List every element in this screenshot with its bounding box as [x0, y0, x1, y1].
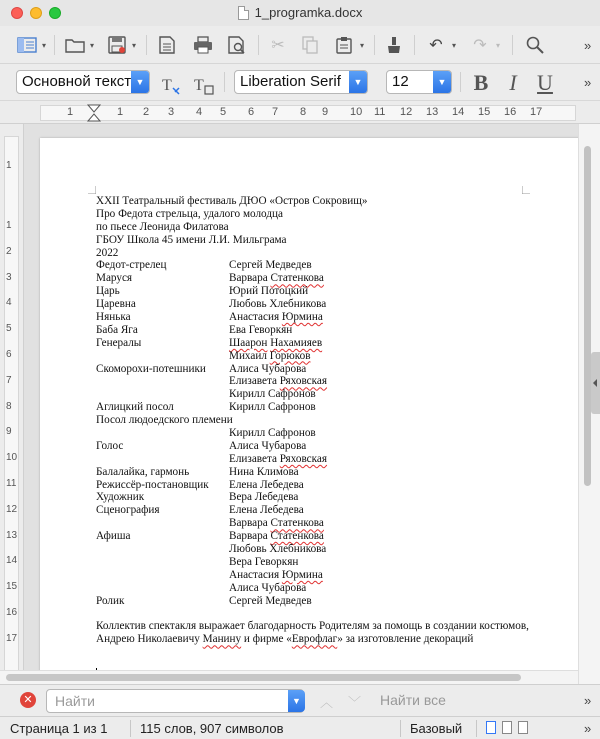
chevron-up-icon[interactable]: ︿	[320, 695, 334, 710]
ruler-number: 9	[6, 426, 12, 438]
cast-row[interactable]	[96, 414, 529, 427]
cast-actor: Кирилл Сафронов	[229, 427, 316, 440]
cast-actor: Михаил Горюков	[229, 349, 311, 362]
page-style[interactable]: Базовый	[410, 721, 463, 736]
toolbar-divider	[512, 35, 513, 55]
formatting-toolbar	[0, 64, 600, 100]
ruler-number: 3	[168, 106, 175, 118]
cast-actor: Алиса Чубарова	[229, 439, 307, 452]
cast-row[interactable]	[96, 272, 529, 285]
ruler-number: 1	[117, 106, 124, 118]
window-title	[238, 5, 363, 20]
ruler-number: 12	[400, 106, 413, 118]
cast-row[interactable]	[96, 517, 529, 530]
save-icon[interactable]	[104, 33, 130, 57]
scrollbar-thumb[interactable]	[6, 674, 521, 681]
scrollbar-thumb[interactable]	[584, 146, 591, 486]
spellcheck-mark[interactable]: Юрмина	[281, 311, 323, 324]
header-line[interactable]	[96, 208, 529, 221]
cast-row[interactable]	[96, 285, 529, 298]
ruler-number: 8	[6, 400, 12, 412]
cast-role: Балалайка, гармонь	[96, 465, 190, 478]
cast-actor: Любовь Хлебникова	[229, 298, 327, 311]
ruler-number: 17	[6, 632, 18, 644]
cast-actor: Вера Лебедева	[229, 491, 299, 504]
spellcheck-mark[interactable]: Шаарон	[229, 336, 268, 349]
cast-row[interactable]	[96, 491, 529, 504]
cast-row[interactable]	[96, 375, 529, 388]
horizontal-scrollbar[interactable]	[0, 670, 578, 684]
ruler-number: 2	[6, 245, 12, 257]
cast-actor: Вера Геворкян	[229, 555, 299, 568]
cast-role: Голос	[96, 439, 124, 452]
ruler-number: 2	[143, 106, 150, 118]
ruler-number: 13	[6, 529, 18, 541]
ruler-number: 10	[350, 106, 363, 118]
redo-icon[interactable]: ↷	[473, 37, 487, 54]
spellcheck-mark[interactable]: Юрмина	[281, 568, 323, 581]
sidebar-icon[interactable]	[14, 33, 40, 57]
header-text: XXII Театральный фестиваль ДЮО «Остров Сокровищ»	[96, 195, 368, 207]
cast-role: Сценография	[96, 504, 160, 517]
ruler-number: 11	[374, 106, 386, 118]
font-name-value: Liberation Serif	[240, 73, 341, 90]
clone-formatting-icon[interactable]	[382, 33, 406, 57]
spellcheck-mark[interactable]: Статенкова	[270, 272, 324, 285]
cast-actor: Кирилл Сафронов	[229, 388, 316, 401]
ruler-number: 3	[6, 271, 12, 283]
undo-icon[interactable]: ↶	[429, 37, 443, 54]
cast-actor	[229, 337, 322, 349]
export-pdf-icon[interactable]	[154, 33, 180, 57]
indent-marker-icon[interactable]	[86, 104, 102, 122]
spellcheck-mark[interactable]: Ряховская	[279, 452, 328, 465]
paragraph-style-select[interactable]	[16, 70, 150, 94]
status-divider	[476, 720, 477, 737]
find-replace-icon[interactable]	[522, 33, 548, 57]
cast-actor: Анастасия Юрмина	[229, 568, 323, 581]
ruler-number: 9	[322, 106, 329, 118]
chevron-down-icon[interactable]: ▾	[360, 41, 365, 50]
cast-role: Маруся	[96, 272, 133, 285]
document-page[interactable]	[40, 138, 578, 684]
cast-row[interactable]	[96, 388, 529, 401]
font-name-select[interactable]	[234, 70, 368, 94]
ruler-number: 5	[220, 106, 227, 118]
ruler-number: 11	[6, 478, 17, 489]
ruler-number: 14	[6, 555, 18, 567]
cast-role: Афиша	[96, 530, 131, 543]
sidebar-toggle-handle[interactable]	[591, 352, 600, 414]
window-controls	[11, 7, 61, 19]
toolbar-divider	[258, 35, 259, 55]
window-title-text: 1_programka.docx	[254, 5, 363, 20]
vertical-ruler[interactable]	[0, 124, 24, 684]
cast-row[interactable]	[96, 298, 529, 311]
ruler-number: 16	[504, 106, 517, 118]
header-line[interactable]	[96, 247, 529, 260]
ruler-number: 10	[6, 452, 18, 464]
ruler-number: 15	[6, 581, 18, 593]
cast-row[interactable]	[96, 363, 529, 376]
bold-button[interactable]: B	[473, 70, 489, 95]
print-icon[interactable]	[190, 33, 216, 57]
page-count[interactable]: Страница 1 из 1	[10, 721, 108, 736]
toolbar-divider	[460, 72, 461, 92]
spellcheck-mark[interactable]: Ряховская	[279, 375, 328, 388]
chevron-down-icon[interactable]: ﹀	[348, 695, 362, 710]
closing-text: Коллектив спектакля выражает благодарность Родителям за помощь в создании костюмов,	[96, 620, 529, 633]
minimize-window-button[interactable]	[30, 7, 42, 19]
cast-actor: Анастасия Юрмина	[229, 311, 323, 324]
more-options-icon[interactable]: »	[584, 38, 592, 53]
ruler-number: 6	[6, 349, 12, 360]
cast-actor: Елизавета Ряховская	[229, 452, 328, 465]
cast-row[interactable]	[96, 556, 529, 569]
cast-row[interactable]	[96, 311, 529, 324]
paragraph-style-value: Основной текст	[22, 73, 132, 90]
cast-row[interactable]	[96, 453, 529, 466]
cast-row[interactable]	[96, 259, 529, 272]
close-icon[interactable]: ✕	[20, 692, 36, 708]
chevron-down-icon[interactable]: ▾	[42, 41, 47, 50]
header-text: Про Федота стрельца, удалого молодца	[96, 207, 283, 220]
header-line[interactable]	[96, 234, 529, 247]
ruler-number: 1	[6, 220, 12, 231]
status-bar	[0, 716, 600, 739]
open-folder-icon[interactable]	[62, 33, 88, 57]
cast-row[interactable]	[96, 440, 529, 453]
toolbar-divider	[414, 35, 415, 55]
multi-page-view-icon[interactable]	[502, 721, 512, 734]
ruler-number: 4	[6, 297, 12, 309]
spellcheck-mark[interactable]: Нахамияев	[270, 336, 323, 349]
toolbar-divider	[54, 35, 55, 55]
cast-row[interactable]	[96, 595, 529, 608]
cast-role: Баба Яга	[96, 323, 138, 336]
cast-actor: Ева Геворкян	[229, 323, 293, 336]
cast-actor: Нина Климова	[229, 465, 299, 478]
spellcheck-mark[interactable]: Статенкова	[270, 530, 324, 543]
cast-row[interactable]	[96, 582, 529, 595]
cast-actor: Елена Лебедева	[229, 504, 304, 517]
cast-role: Режиссёр-постановщик	[96, 478, 209, 491]
closing-line[interactable]	[96, 633, 529, 646]
status-divider	[400, 720, 401, 737]
chevron-down-icon[interactable]: ▾	[452, 41, 457, 50]
cast-role: Посол людоедского племени	[96, 414, 233, 427]
cast-actor: Любовь Хлебникова	[229, 543, 327, 556]
ruler-number: 1	[6, 160, 12, 171]
cast-row[interactable]	[96, 479, 529, 492]
find-input[interactable]	[46, 689, 304, 713]
chevron-down-icon[interactable]: ▼	[288, 690, 305, 712]
closing-text: Андрею Николаевичу Манину и фирме «Еврофлаг» за изготовление декораций	[96, 633, 474, 646]
cast-actor: Сергей Медведев	[229, 594, 312, 607]
ruler-number: 4	[196, 106, 203, 118]
zoom-window-button[interactable]	[49, 7, 61, 19]
cast-role: Генералы	[96, 336, 142, 349]
font-size-select[interactable]	[386, 70, 452, 94]
cast-role: Аглицкий посол	[96, 401, 174, 414]
header-line[interactable]	[96, 195, 529, 208]
cast-row[interactable]	[96, 324, 529, 337]
cast-role: Скоморохи-потешники	[96, 362, 206, 375]
svg-text:T: T	[194, 77, 204, 94]
single-page-view-icon[interactable]	[486, 721, 496, 734]
text-boundary-corner	[88, 186, 96, 194]
status-divider	[130, 720, 131, 737]
cast-row[interactable]	[96, 543, 529, 556]
chevron-down-icon[interactable]: ▾	[496, 41, 501, 50]
cast-role: Царь	[96, 285, 120, 298]
toolbar-divider	[374, 35, 375, 55]
cast-role: Художник	[96, 491, 145, 504]
chevron-down-icon[interactable]: ▼	[349, 71, 367, 93]
cast-role: Федот-стрелец	[96, 259, 167, 272]
text-boundary-corner	[522, 186, 530, 194]
ruler-number: 16	[6, 607, 18, 618]
cast-actor: Кирилл Сафронов	[229, 401, 316, 414]
title-bar	[0, 0, 600, 26]
find-all-button[interactable]: Найти все	[380, 692, 446, 708]
cast-row[interactable]	[96, 401, 529, 414]
header-text: по пьесе Леонида Филатова	[96, 220, 229, 233]
cast-row[interactable]	[96, 530, 529, 543]
ruler-number: 5	[6, 323, 12, 335]
document-text[interactable]	[96, 195, 529, 646]
cast-actor: Алиса Чубарова	[229, 581, 307, 594]
close-window-button[interactable]	[11, 7, 23, 19]
word-count[interactable]: 115 слов, 907 символов	[140, 721, 284, 736]
more-options-icon[interactable]: »	[584, 721, 592, 736]
cast-actor: Алиса Чубарова	[229, 362, 307, 375]
header-text: ГБОУ Школа 45 имени Л.И. Мильграма	[96, 233, 287, 246]
underline-button[interactable]: U	[537, 70, 553, 95]
cast-actor: Варвара Статенкова	[229, 517, 324, 530]
cast-row[interactable]	[96, 569, 529, 582]
find-toolbar	[0, 684, 600, 716]
ruler-number: 7	[6, 374, 12, 386]
cast-role: Нянька	[96, 311, 131, 324]
ruler-number: 7	[272, 106, 279, 118]
horizontal-ruler[interactable]	[0, 100, 600, 124]
book-view-icon[interactable]	[518, 721, 528, 734]
ruler-number: 12	[6, 503, 18, 515]
ruler-number: 14	[452, 106, 465, 118]
cast-row[interactable]	[96, 504, 529, 517]
cast-role: Ролик	[96, 594, 125, 607]
ruler-number: 1	[67, 106, 74, 118]
spellcheck-mark[interactable]: Еврофлаг	[291, 633, 338, 646]
svg-text:T: T	[162, 77, 172, 94]
chevron-down-icon[interactable]: ▾	[90, 41, 95, 50]
paste-icon[interactable]	[332, 33, 356, 57]
print-preview-icon[interactable]	[224, 33, 250, 57]
cast-actor: Юрий Потоцкий	[229, 285, 309, 298]
cast-actor: Елена Лебедева	[229, 478, 304, 491]
cast-actor: Варвара Статенкова	[229, 530, 324, 543]
ruler-number: 17	[530, 106, 543, 118]
document-canvas[interactable]	[24, 124, 578, 684]
cast-row[interactable]	[96, 466, 529, 479]
ruler-number: 13	[426, 106, 439, 118]
copy-icon[interactable]	[298, 33, 322, 57]
chevron-down-icon[interactable]: ▼	[433, 71, 451, 93]
cast-actor: Варвара Статенкова	[229, 272, 324, 285]
toolbar-divider	[146, 35, 147, 55]
header-text: 2022	[96, 246, 119, 259]
chevron-down-icon[interactable]: ▼	[131, 71, 149, 93]
spellcheck-mark[interactable]: Статенкова	[270, 517, 324, 530]
more-options-icon[interactable]: »	[584, 75, 592, 90]
chevron-down-icon[interactable]: ▾	[132, 41, 137, 50]
blank-line[interactable]	[96, 608, 529, 621]
document-icon	[238, 6, 249, 20]
cast-row[interactable]	[96, 427, 529, 440]
spellcheck-mark[interactable]: Манину	[202, 633, 242, 646]
closing-line[interactable]	[96, 620, 529, 633]
italic-button[interactable]: I	[509, 70, 517, 95]
ruler-number: 15	[478, 106, 491, 118]
cast-row[interactable]	[96, 350, 529, 363]
cast-role: Царевна	[96, 298, 136, 311]
ruler-number: 8	[300, 106, 307, 118]
spellcheck-mark[interactable]: Горюков	[269, 349, 311, 362]
cut-icon[interactable]: ✂	[271, 37, 285, 54]
header-line[interactable]	[96, 221, 529, 234]
cast-actor: Сергей Медведев	[229, 259, 312, 272]
toolbar-divider	[224, 72, 225, 92]
update-style-icon[interactable]	[160, 74, 184, 98]
cast-actor: Елизавета Ряховская	[229, 375, 328, 388]
standard-toolbar	[0, 26, 600, 64]
new-style-icon[interactable]	[192, 74, 216, 98]
font-size-value: 12	[392, 73, 409, 90]
more-options-icon[interactable]: »	[584, 693, 592, 708]
cast-row[interactable]	[96, 337, 529, 350]
ruler-number: 6	[248, 106, 255, 118]
